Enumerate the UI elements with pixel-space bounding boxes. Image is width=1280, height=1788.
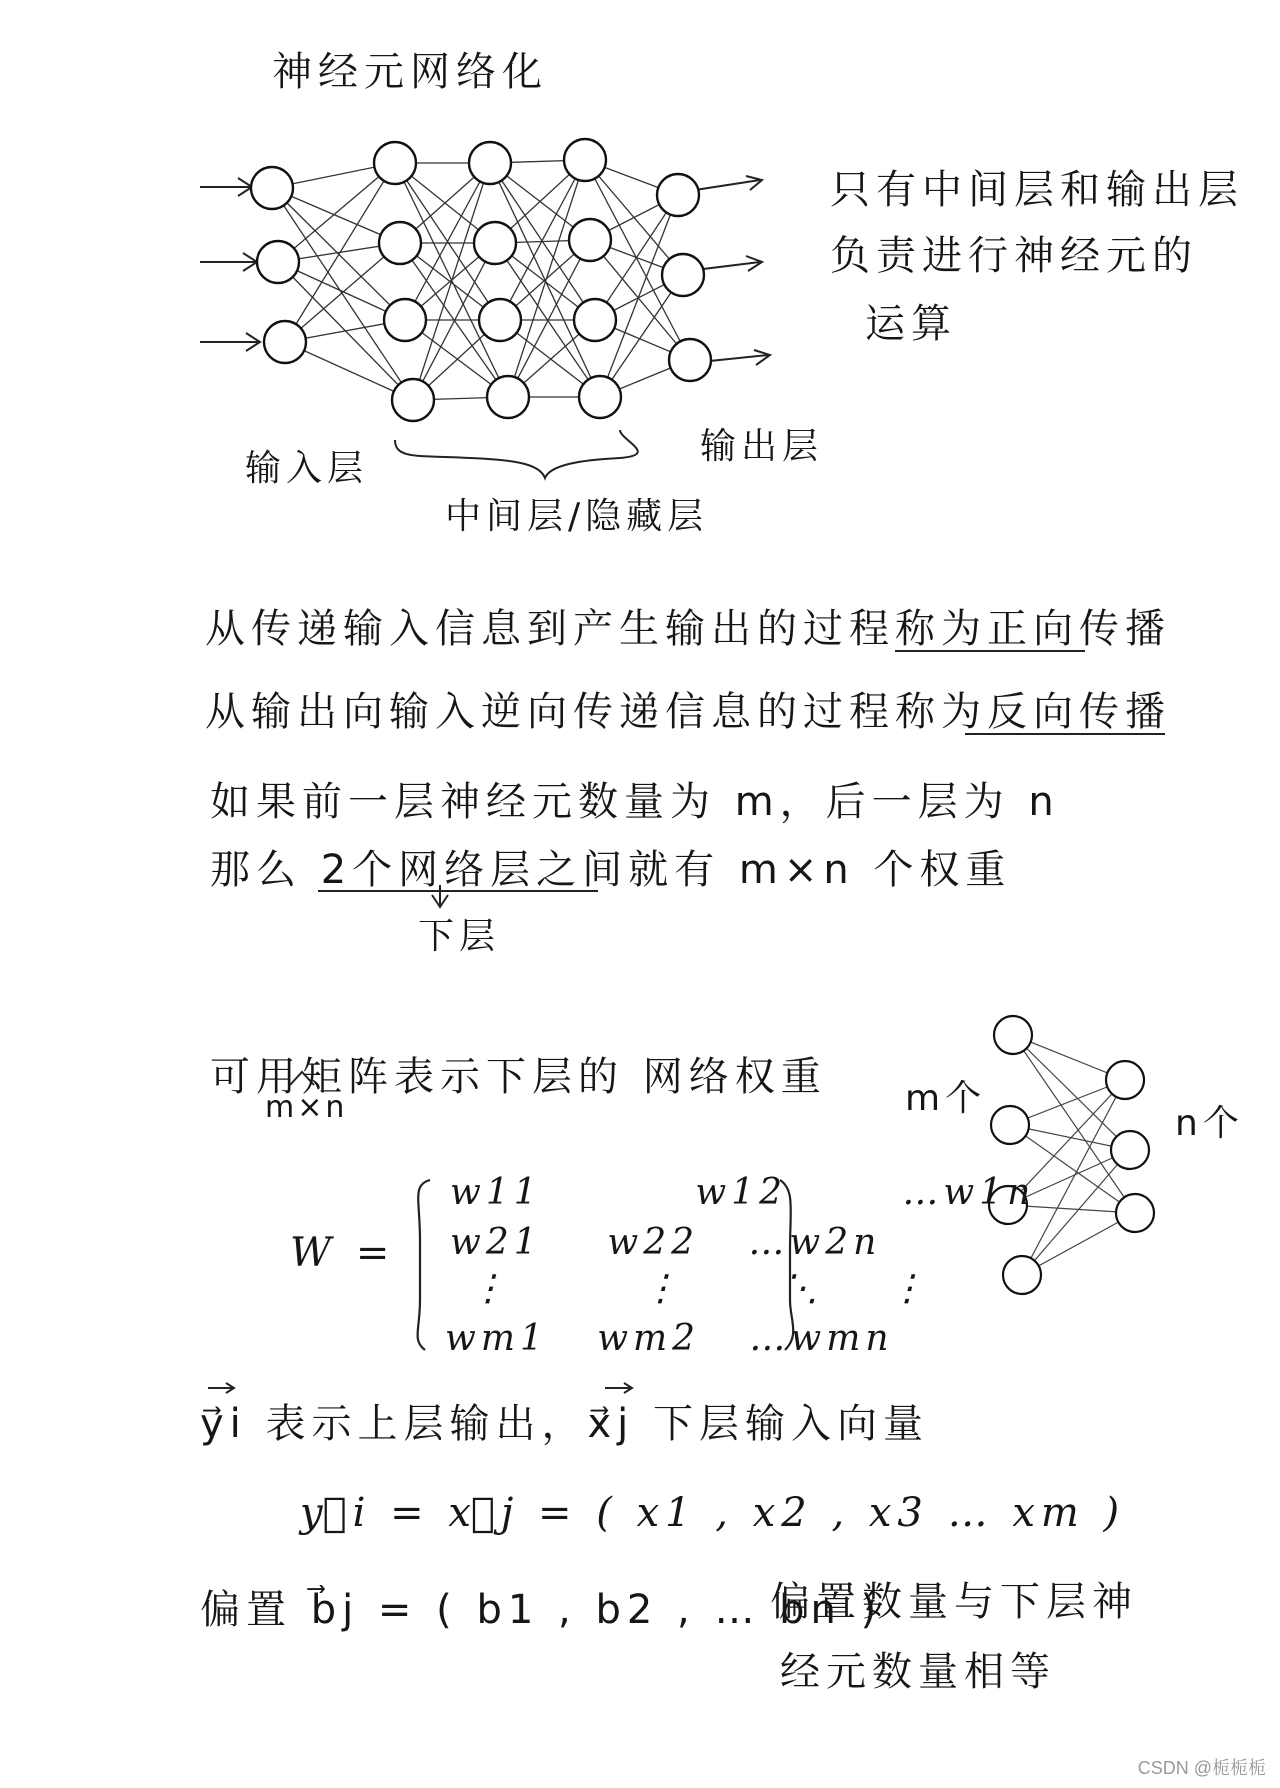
side-note-line-3: 运算 bbox=[865, 301, 957, 347]
small-connection-line bbox=[1022, 1080, 1125, 1275]
matrix-row-4 bbox=[445, 1318, 894, 1359]
backward-underline bbox=[965, 733, 1165, 735]
side-note-line-2: 负责进行神经元的 bbox=[830, 233, 1198, 279]
neuron bbox=[384, 299, 426, 341]
vector-equation: y⃗i = x⃗j = ( x1 , x2 , x3 … xm ) bbox=[300, 1490, 1126, 1536]
side-note-line-1: 只有中间层和输出层 bbox=[830, 167, 1244, 213]
backward-propagation-text: 从输出向输入逆向传递信息的过程称为反向传播 bbox=[205, 689, 1171, 735]
matrix-row-3 bbox=[470, 1268, 930, 1309]
neuron bbox=[257, 241, 299, 283]
neuron bbox=[569, 219, 611, 261]
cell: ⋱ bbox=[782, 1268, 824, 1309]
small-connection-line bbox=[1022, 1150, 1130, 1275]
cell: ⋮ bbox=[889, 1268, 930, 1309]
cell: wm2 bbox=[597, 1318, 701, 1359]
neuron-count-text: 如果前一层神经元数量为 m，后一层为 n bbox=[210, 779, 1060, 825]
neuron bbox=[662, 254, 704, 296]
connection-lines bbox=[272, 160, 690, 400]
neuron bbox=[657, 174, 699, 216]
cell: ⋮ bbox=[642, 1268, 684, 1309]
cell: … bbox=[749, 1318, 791, 1359]
small-neurons bbox=[989, 1016, 1154, 1294]
hidden-layer-brace bbox=[395, 430, 638, 478]
neuron bbox=[251, 167, 293, 209]
neuron bbox=[669, 339, 711, 381]
small-neuron bbox=[1003, 1256, 1041, 1294]
neuron bbox=[564, 139, 606, 181]
neuron bbox=[392, 379, 434, 421]
neuron bbox=[374, 142, 416, 184]
cell: w21 bbox=[450, 1222, 542, 1263]
neuron bbox=[474, 222, 516, 264]
neuron bbox=[487, 376, 529, 418]
matrix-row-2 bbox=[450, 1222, 881, 1263]
input-layer-label: 输入层 bbox=[245, 448, 369, 489]
connection-line bbox=[285, 163, 395, 342]
layer-underline bbox=[318, 890, 598, 892]
neuron bbox=[479, 299, 521, 341]
watermark: CSDN @栀栀栀 bbox=[1137, 1758, 1266, 1778]
forward-propagation-text: 从传递输入信息到产生输出的过程称为正向传播 bbox=[205, 606, 1171, 652]
matrix-lhs: W = bbox=[290, 1230, 396, 1276]
small-neuron bbox=[1116, 1194, 1154, 1232]
hidden-layer-label: 中间层/隐藏层 bbox=[445, 496, 709, 537]
neuron bbox=[579, 376, 621, 418]
m-count-label: m个 bbox=[905, 1078, 987, 1119]
cell: ⋮ bbox=[470, 1268, 511, 1309]
n-count-label: n个 bbox=[1175, 1103, 1244, 1144]
matrix-left-bracket bbox=[418, 1180, 430, 1350]
small-neuron bbox=[1106, 1061, 1144, 1099]
cell: w1n bbox=[943, 1172, 1036, 1213]
neuron bbox=[469, 142, 511, 184]
small-neuron bbox=[991, 1106, 1029, 1144]
cell: w22 bbox=[607, 1222, 700, 1263]
small-neuron bbox=[1111, 1131, 1149, 1169]
weights-text: 那么 2个网络层之间就有 m×n 个权重 bbox=[210, 847, 1012, 893]
lower-layer-label: 下层 bbox=[418, 916, 501, 957]
cell: wm1 bbox=[445, 1318, 548, 1359]
cell: … bbox=[902, 1172, 944, 1213]
matrix-sentence: 可用矩阵表示下层的 网络权重 bbox=[210, 1054, 827, 1100]
small-neuron bbox=[994, 1016, 1032, 1054]
page-title: 神经元网络化 bbox=[272, 49, 548, 95]
matrix-row-1 bbox=[450, 1172, 1035, 1213]
forward-underline bbox=[895, 650, 1085, 652]
matrix-size-label: m×n bbox=[265, 1090, 348, 1125]
vector-definition-text: y⃗i 表示上层输出，x⃗j 下层输入向量 bbox=[200, 1401, 929, 1447]
neuron bbox=[264, 321, 306, 363]
cell: wmn bbox=[790, 1318, 894, 1359]
cell: w11 bbox=[450, 1172, 542, 1213]
output-layer-label: 输出层 bbox=[700, 426, 824, 467]
cell: w2n bbox=[789, 1222, 882, 1263]
cell: … bbox=[748, 1222, 790, 1263]
bias-note-line-2: 经元数量相等 bbox=[780, 1649, 1056, 1695]
bias-note-line-1: 偏置数量与下层神 bbox=[770, 1579, 1138, 1625]
neuron bbox=[379, 222, 421, 264]
neuron bbox=[574, 299, 616, 341]
bias-equation: 偏置 b⃗j = ( b1 , b2 , … bn ) bbox=[200, 1587, 883, 1633]
cell: w12 bbox=[695, 1172, 788, 1213]
